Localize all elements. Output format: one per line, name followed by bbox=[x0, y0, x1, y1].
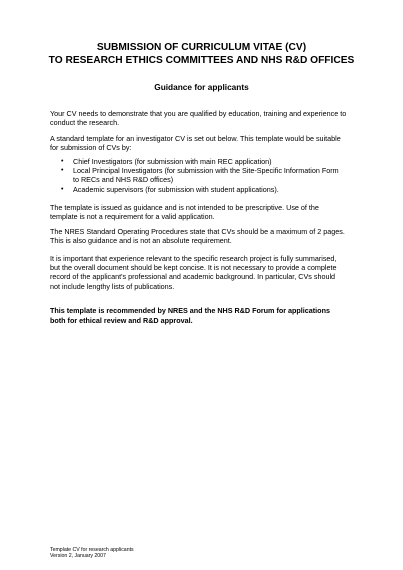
paragraph-template-intro bbox=[50, 134, 360, 152]
paragraph-guidance bbox=[50, 203, 360, 221]
document-title bbox=[0, 41, 403, 67]
bullet-icon: • bbox=[61, 158, 64, 165]
document-subtitle: Guidance for applicants bbox=[154, 82, 249, 92]
paragraph-line: template is not a requirement for a valid application. bbox=[50, 212, 215, 222]
paragraph-line: A standard template for an investigator CV is set out below. This template would be suitable bbox=[50, 134, 341, 143]
paragraph-line: It is important that experience relevant to the specific research project is fully summarised, bbox=[50, 254, 337, 263]
title-line-2: TO RESEARCH ETHICS COMMITTEES AND NHS R&D OFFICES bbox=[48, 55, 355, 66]
submitter-list bbox=[50, 157, 360, 194]
note-line: both for ethical review and R&D approval. bbox=[50, 315, 193, 325]
page-footer bbox=[50, 547, 134, 559]
list-item bbox=[50, 185, 360, 194]
title-line-1: SUBMISSION OF CURRICULUM VITAE (CV) bbox=[96, 42, 307, 53]
footer-line-2: Version 2, January 2007 bbox=[50, 553, 106, 560]
paragraph-experience bbox=[50, 254, 360, 291]
paragraph-line: The template is issued as guidance and is not intended to be prescriptive. Use of the bbox=[50, 203, 319, 212]
paragraph-line: Your CV needs to demonstrate that you are qualified by education, training and experience to bbox=[50, 109, 347, 118]
list-item-text: Chief Investigators (for submission with main REC application) bbox=[73, 157, 272, 166]
list-item-text: to RECs and NHS R&D offices) bbox=[73, 175, 174, 185]
bullet-icon: • bbox=[61, 167, 64, 175]
paragraph-line: conduct the research. bbox=[50, 118, 120, 128]
list-item bbox=[50, 166, 360, 184]
list-item-text: Academic supervisors (for submission with student applications). bbox=[73, 184, 279, 194]
paragraph-qualification bbox=[50, 109, 360, 127]
paragraph-line: not include lengthy lists of publications. bbox=[50, 281, 175, 291]
paragraph-line: record of the applicant's professional and academic background. In particular, CVs should bbox=[50, 272, 336, 282]
list-item bbox=[50, 157, 360, 166]
list-item-text: Local Principal Investigators (for submission with the Site-Specific Information Form bbox=[73, 166, 339, 176]
paragraph-line: The NRES Standard Operating Procedures state that CVs should be a maximum of 2 pages. bbox=[50, 227, 345, 236]
recommendation-note bbox=[50, 306, 360, 325]
note-line: This template is recommended by NRES and the NHS R&D Forum for applications bbox=[50, 306, 330, 315]
paragraph-line: but the overall document should be kept concise. It is not necessary to provide a complete bbox=[50, 263, 337, 273]
bullet-icon: • bbox=[61, 185, 64, 193]
paragraph-page-limit bbox=[50, 227, 360, 245]
paragraph-line: for submission of CVs by: bbox=[50, 143, 132, 153]
paragraph-line: This is also guidance and is not an absolute requirement. bbox=[50, 236, 232, 246]
footer-line-1: Template CV for research applicants bbox=[50, 547, 134, 553]
